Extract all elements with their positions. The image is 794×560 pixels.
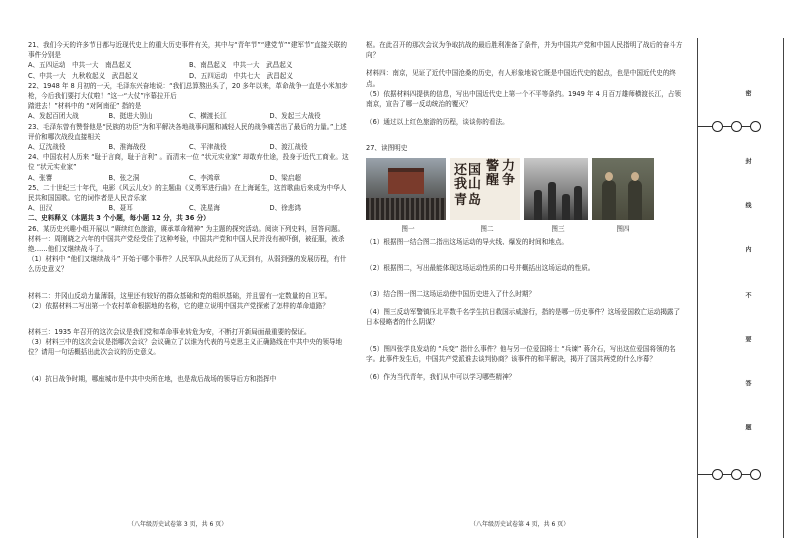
q26-sub-3: （3）材料三中的这次会议是指哪次会议？会议确立了以谁为代表的马克思主义正确路线在中共中央的领导地位？请用一句话概括出此次会议的历史意义。 [28,338,343,357]
material-2: 材料二：井冈山反动力量薄弱，这里还有较好的群众基础和党的组织基础，并且留有一定数量的自卫军。 [28,291,332,300]
answer-space-r5[interactable] [366,364,684,372]
calligraphy-char: 争 [502,172,516,188]
right-column [366,40,684,382]
photo-captions [366,223,684,233]
q27-sub-5: （5）图四张学良发动的 “兵变” 指什么事件？他与另一位爱国将士 “兵谏” 蒋介石，写出这位爱国将领的名字。此事件发生后，中国共产党派谁去谈判协商？该事件的和平解决，揭开了国共两党的什么序幕？ [366,344,676,363]
q24-stem: 24、中国农村人历来 “耻于言商，耻于言利” 。而清末一位 “状元实业家” 却敢弃仕途，投身于近代工商业。这位 “状元实业家” [28,153,349,172]
photo-4-generals-portrait [592,158,654,220]
photo-2-calligraphy-slogans [450,158,520,220]
answer-space-r4[interactable] [366,328,684,344]
binding-margin-line [697,38,698,538]
calligraphy-char: 还 [454,162,468,178]
binding-hole [731,469,742,480]
q26-sub-6: （6）通过以上红色旅游的历程，谈谈你的看法。 [366,118,509,127]
q21-option-a[interactable]: A、五四运动 中共一大 南昌起义 [28,61,132,70]
q24-option-b[interactable]: B、张之洞 [108,173,140,182]
q26-stem: 26、某历史兴趣小组开展以 “赓续红色旅游，赓承革命精神” 为主题的探究活动。阅读下列史料，回答问题。 [28,224,345,233]
calligraphy-char: 青 [454,192,468,208]
answer-space-r2[interactable] [366,273,684,289]
answer-space-r3[interactable] [366,299,684,307]
left-column [28,40,350,384]
q27-heading: 27、读图明史 [366,144,408,153]
q23-option-a[interactable]: A、辽沈战役 [28,143,66,152]
q22-option-b[interactable]: B、挺进大别山 [108,112,153,121]
q27-sub-4: （4）图三反动军警镇压北平数千名学生抗日救国示威游行，指的是哪一历史事件？这场爱国救亡运动揭露了日本侵略者的什么阴谋？ [366,308,681,327]
calligraphy-char: 岛 [468,192,482,208]
figure-shape [562,194,570,220]
caption-3: 图三 [551,224,565,233]
page-footer-left: （八年级历史试卷第 3 页，共 6 页） [128,521,228,528]
q25-option-a[interactable]: A、田汉 [28,204,53,213]
q21-option-c[interactable]: C、中共一大 九秋收起义 武昌起义 [28,71,139,80]
q27-sub-1: （1）根据图一结合图二指出这场运动的导火线、爆发的时间和地点。 [366,237,569,246]
seal-label: 答 [744,380,751,386]
q23-option-b[interactable]: B、淮海战役 [108,143,146,152]
q22-options [28,111,350,121]
material-4: 材料四：南京，见证了近代中国沧桑的历史，有人形象地说它既是中国近代史的起点，也是中国近代史的终点。 [366,69,676,88]
seal-label: 不 [744,292,751,298]
q24-option-d[interactable]: D、梁启超 [269,173,301,182]
material-1: 材料一：周刚晓之六年的中国共产党经受住了这种考验，中国共产党和中国人民并没有被吓倒，被征服，被杀绝……他们又继续战斗了。 [28,234,345,254]
binding-hole [712,469,723,480]
caption-4: 图四 [616,224,630,233]
answer-space-5[interactable] [366,109,684,117]
q22-option-a[interactable]: A、发起百团大战 [28,112,79,121]
q21-stem: 21、我们今天的许多节日都与近现代史上的重大历史事件有关，其中与“青年节”“建党节”“建军节”直接关联的事件分别是 [28,41,348,60]
binding-dash [723,126,731,127]
tiananmen-gate-shape [388,168,424,194]
binding-dash [742,474,750,475]
binding-dash [698,474,712,475]
soldier-shape [602,180,616,220]
q25-option-d[interactable]: D、徐悲鸿 [269,204,301,213]
calligraphy-char: 警 [486,158,500,174]
binding-hole [750,469,761,480]
q23-option-d[interactable]: D、渡江战役 [269,143,308,152]
q22-stem: 22、1948 年 8 月初的一天，毛泽东兴奋地说：“我们总算熬出头了，20 多年以来，革命战争一直是小米加步枪，今后我们要打大仗啦！”这一“大仗”序幕拉开后 [28,81,348,101]
photo-1-tiananmen-protest [366,158,446,220]
q21-options-2 [28,71,350,81]
binding-hole [731,121,742,132]
page-footer-right: （八年级历史试卷第 4 页，共 6 页） [470,521,570,528]
binding-margin-line-outer [783,38,784,538]
caption-2: 图二 [480,224,494,233]
q25-option-b[interactable]: B、聂耳 [108,204,133,213]
seal-label: 题 [744,424,751,430]
q21-option-d[interactable]: D、五四运动 中共七大 武昌起义 [189,71,293,80]
answer-space-4[interactable] [366,60,684,68]
binding-dash [698,126,712,127]
figure-shape [574,186,582,220]
q22-option-d[interactable]: D、发起三大战役 [269,112,321,121]
q21-options [28,60,350,70]
caption-1: 图一 [401,224,415,233]
q26-sub-2: （2）依据材料二写出第一个农村革命根据地的名称，它的建立说明中国共产党探索了怎样的革命道路？ [28,301,329,310]
historical-photo-row [366,158,684,220]
calligraphy-char: 力 [502,158,516,174]
seal-label: 封 [744,158,751,164]
binding-hole [750,121,761,132]
calligraphy-char: 国 [468,162,482,178]
q26-sub-4-cont: 枢。在此召开的那次会议为争取抗战的最后胜利准备了条件，并为中国共产党和中国人民指明了战后的奋斗方向？ [366,41,683,60]
seal-label: 线 [744,202,751,208]
figure-shape [534,190,542,220]
calligraphy-char: 我 [454,176,468,192]
q26-sub-5: （5）依据材料四提供的信息，写出中国近代史上第一个不平等条约。1949 年 4 月百万雄师横渡长江，占领南京，宣告了哪一反动统治的覆灭？ [366,89,681,109]
q22-stem-2: 踏进去！”材料中的 “对阿南征” 指的是 [28,102,142,111]
q26-sub-4: （4）抗日战争时期，哪座城市是中共中央所在地，也是敌后战场的领导后方和指挥中 [28,374,277,383]
q27-sub-3: （3）结合图一图二这场运动使中国历史进入了什么时期？ [366,290,536,299]
answer-space-r1[interactable] [366,247,684,263]
crowd-shape [366,198,446,220]
binding-dash [723,474,731,475]
q27-sub-6: （6）作为当代青年，我们从中可以学习哪些精神？ [366,373,516,382]
q23-stem: 23、毛泽东曾有赞誉他是“民族的功臣”为和平解决各地战事问题和减轻人民的战争痛苦出了最后的力量。”上述评价和哪次战役直接相关 [28,122,347,141]
seal-label: 内 [744,246,751,252]
q21-option-b[interactable]: B、南昌起义 中共一大 武昌起义 [189,61,293,70]
calligraphy-char: 山 [468,176,482,192]
q25-option-c[interactable]: C、冼星海 [189,204,220,213]
material-3: 材料三：1935 年召开的这次会议是我们党和革命事业转危为安，不断打开新局面最重要的保证。 [28,328,311,337]
seal-label: 密 [744,90,751,96]
answer-space-1[interactable] [28,275,350,291]
photo-3-student-protest [524,158,588,220]
seal-label: 要 [744,336,751,342]
soldier-shape [628,180,642,220]
q25-stem: 25、二十世纪三十年代，电影《风云儿女》的主题曲《义勇军进行曲》在上海诞生，这首歌曲后来成为中华人民共和国国歌。它的词作者是人民音乐家 [28,183,347,203]
q25-options [28,203,350,213]
q24-options [28,173,350,183]
answer-space-6[interactable] [366,127,684,143]
q23-option-c[interactable]: C、平津战役 [189,143,227,152]
binding-dash [742,126,750,127]
q22-option-c[interactable]: C、横渡长江 [189,112,227,121]
calligraphy-char: 醒 [486,172,500,188]
binding-hole [712,121,723,132]
answer-space-3[interactable] [28,358,350,374]
q24-option-a[interactable]: A、张謇 [28,173,53,182]
q27-sub-2: （2）根据图二，写出最能体现这场运动性质的口号并概括出这场运动的性质。 [366,263,595,272]
q26-sub-1: （1）材料中 “他们又继续战斗” 开始于哪个事件？人民军队从此经历了从无到有，从弱到强的发展历程，有什么历史意义？ [28,255,347,274]
section-2-heading: 二、史料释义（本题共 3 个小题，每小题 12 分，共 36 分） [28,214,210,223]
answer-space-2[interactable] [28,311,350,327]
figure-shape [548,182,556,220]
q24-option-c[interactable]: C、李鸿章 [189,173,220,182]
q23-options [28,142,350,152]
